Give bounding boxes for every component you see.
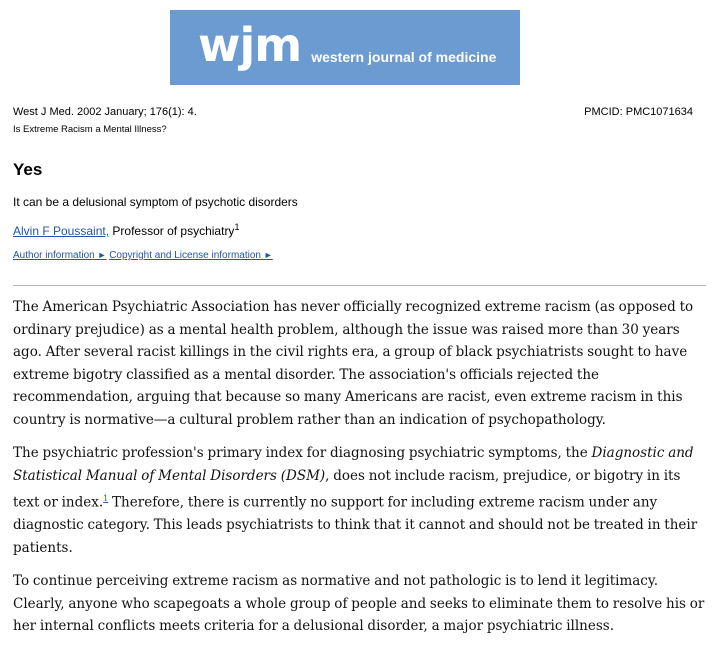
divider [13,285,706,286]
journal-logo-abbr: wjm [198,17,302,72]
expand-arrow-icon: ► [97,250,107,260]
author-line [13,222,239,238]
paragraph-3: To continue perceiving extreme racism as normative and not pathologic is to lend it legitimacy. Clearly, anyone who scapegoats a whole group of people and seeks to eliminate them to resolve his or her internal conflicts meets criteria for a delusional disorder, a major psychiatric illness. [13,573,705,634]
article-title: Yes [13,160,43,179]
copyright-license-link[interactable] [109,250,272,261]
dsm-title: Diagnostic and Statistical Manual of Mental Disorders (DSM) [13,445,694,484]
journal-banner[interactable] [170,10,520,85]
expand-arrow-icon: ► [263,250,273,260]
info-links [13,250,273,261]
parent-article-title: Is Extreme Racism a Mental Illness? [13,124,167,135]
reference-link[interactable]: 1 [103,494,109,503]
copyright-license-label: Copyright and License information [109,250,261,261]
author-role: Professor of psychiatry [112,224,235,238]
paragraph-2-text: , does not include racism, prejudice, or bigotry in its text or index. [13,467,681,511]
author-link[interactable]: Alvin F Poussaint, [13,224,110,238]
paragraph-2 [13,442,709,559]
paragraph-2-text: The psychiatric profession's primary index for diagnosing psychiatric symptoms, the [13,445,592,461]
paragraph-2-text: Therefore, there is currently no support for including extreme racism under any diagnostic category. This leads psychiatrists to think that it cannot and should not be treated in their patients. [13,494,698,556]
article-subtitle: It can be a delusional symptom of psychotic disorders [13,195,298,209]
affiliation-mark: 1 [234,222,240,232]
citation: West J Med. 2002 January; 176(1): 4. [13,106,197,118]
paragraph-1: The American Psychiatric Association has never officially recognized extreme racism (as opposed to ordinary prejudice) as a mental health problem, although the issue was raised more than 30 years ago. After several racist killings in the civil rights era, a group of black psychiatrists sought to have extreme bigotry classified as a mental disorder. The association's officials rejected the recommendation, arguing that because so many Americans are racist, even extreme racism in this country is normative—a cultural problem rather than an indication of psychopathology. [13,299,694,428]
author-information-label: Author information [13,250,95,261]
article-body [13,296,709,649]
journal-logo-name: western journal of medicine [311,48,497,65]
pmcid: PMCID: PMC1071634 [584,106,693,118]
author-information-link[interactable] [13,250,106,261]
